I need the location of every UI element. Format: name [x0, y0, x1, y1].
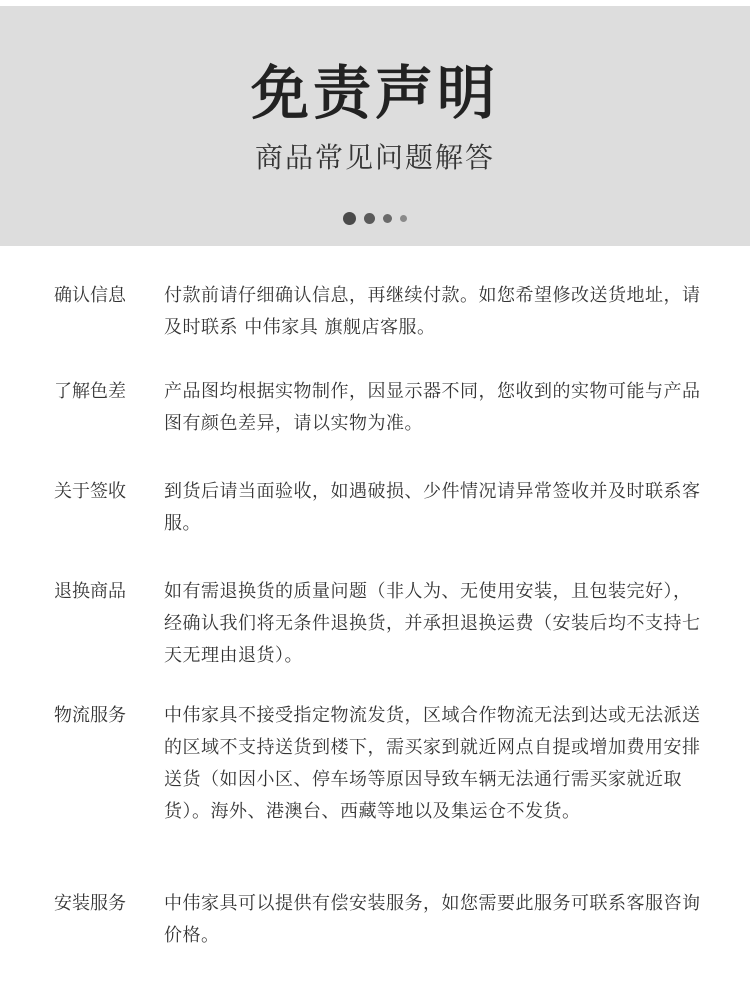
- faq-label: 退换商品: [54, 581, 126, 602]
- carousel-dots: [0, 208, 750, 228]
- faq-label: 物流服务: [54, 705, 126, 726]
- faq-text: 到货后请当面验收，如遇破损、少件情况请异常签收并及时联系客服。: [164, 481, 701, 534]
- faq-text: 如有需退换货的质量问题（非人为、无使用安装，且包装完好），经确认我们将无条件退换货，并承担退换运费（安装后均不支持七天无理由退货）。: [164, 581, 701, 666]
- faq-label: 关于签收: [54, 481, 126, 502]
- faq-text: 付款前请仔细确认信息，再继续付款。如您希望修改送货地址，请及时联系 中伟家具 旗舰店客服。: [164, 285, 701, 338]
- header-banner: [0, 6, 750, 246]
- faq-label: 了解色差: [54, 381, 126, 402]
- faq-label: 确认信息: [54, 285, 126, 306]
- faq-text: 中伟家具不接受指定物流发货，区域合作物流无法到达或无法派送的区域不支持送货到楼下，需买家到就近网点自提或增加费用安排送货（如因小区、停车场等原因导致车辆无法通行需买家就近取货）。海外、港澳台、西藏等地以及集运仓不发货。: [164, 705, 701, 822]
- faq-text: 中伟家具可以提供有偿安装服务，如您需要此服务可联系客服咨询价格。: [164, 893, 701, 946]
- carousel-dot-icon: [343, 212, 356, 225]
- page-subtitle: 商品常见问题解答: [254, 141, 495, 174]
- page-title: 免责声明: [250, 59, 499, 127]
- carousel-dot-icon: [364, 213, 375, 224]
- carousel-dot-icon: [400, 215, 407, 222]
- faq-text: 产品图均根据实物制作，因显示器不同，您收到的实物可能与产品图有颜色差异，请以实物为准。: [164, 381, 701, 434]
- carousel-dot-icon: [383, 214, 392, 223]
- faq-label: 安装服务: [54, 893, 126, 914]
